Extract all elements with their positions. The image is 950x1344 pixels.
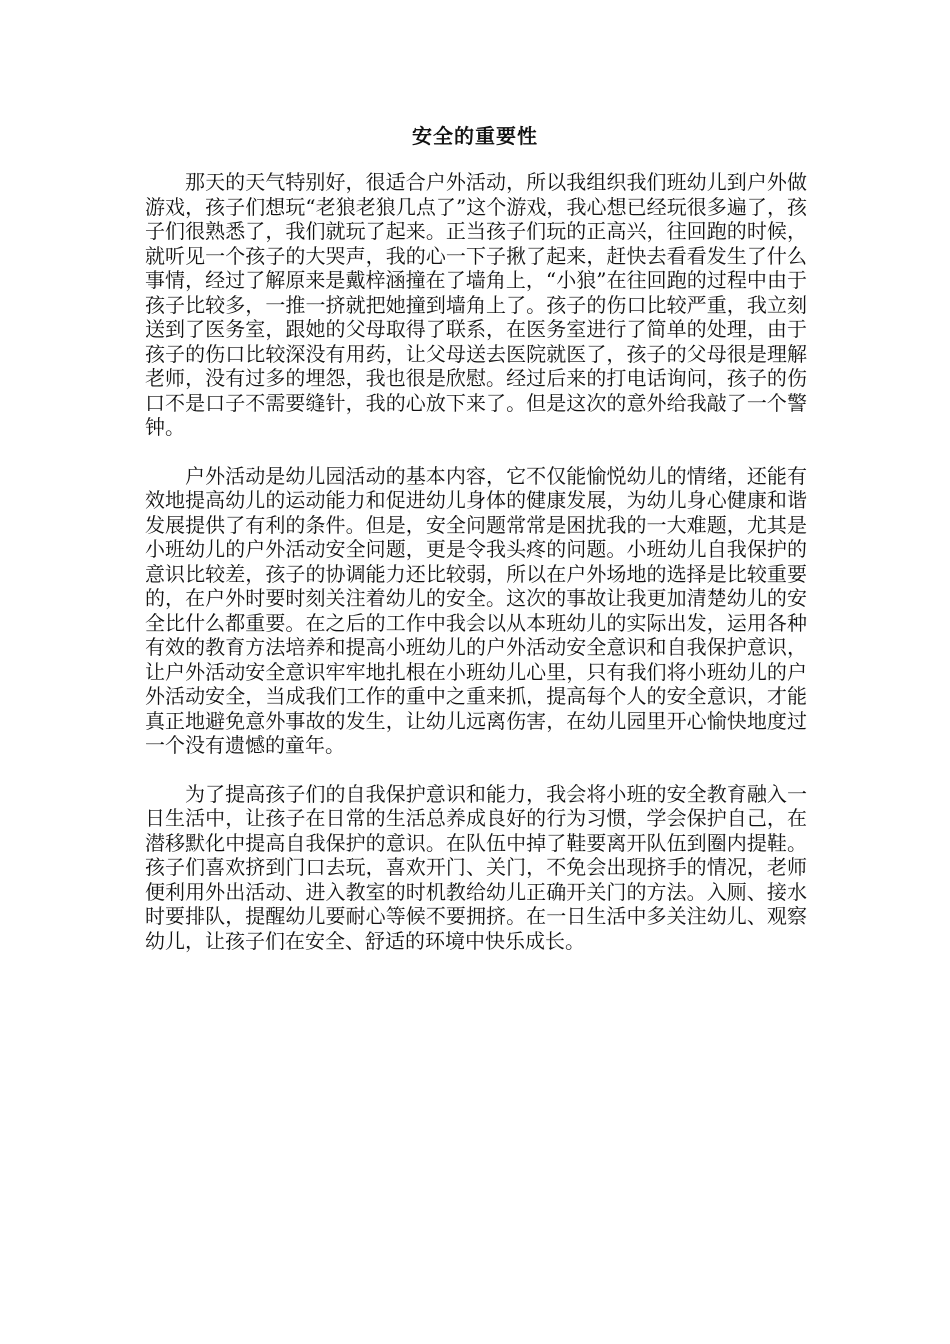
paragraph-2: 户外活动是幼儿园活动的基本内容，它不仅能愉悦幼儿的情绪，还能有效地提高幼儿的运动能力和促进幼儿身体的健康发展，为幼儿身心健康和谐发展提供了有利的条件。但是，安全问题常常是困扰我的一大难题，尤其是小班幼儿的户外活动安全问题，更是令我头疼的问题。小班幼儿自我保护的意识比较差，孩子的协调能力还比较弱，所以在户外场地的选择是比较重要的，在户外时要时刻关注着幼儿的安全。这次的事故让我更加清楚幼儿的安全比什么都重要。在之后的工作中我会以从本班幼儿的实际出发，运用各种有效的教育方法培养和提高小班幼儿的户外活动安全意识和自我保护意识，让户外活动安全意识牢牢地扎根在小班幼儿心里，只有我们将小班幼儿的户外活动安全，当成我们工作的重中之重来抓，提高每个人的安全意识，才能真正地避免意外事故的发生，让幼儿远离伤害，在幼儿园里开心愉快地度过一个没有遗憾的童年。 xyxy=(145,463,807,757)
document-body xyxy=(145,170,807,977)
paragraph-3: 为了提高孩子们的自我保护意识和能力，我会将小班的安全教育融入一日生活中，让孩子在日常的生活总养成良好的行为习惯，学会保护自己，在潜移默化中提高自我保护的意识。在队伍中掉了鞋要离开队伍到圈内提鞋。孩子们喜欢挤到门口去玩，喜欢开门、关门，不免会出现挤手的情况，老师便利用外出活动、进入教室的时机教给幼儿正确开关门的方法。入厕、接水时要排队，提醒幼儿要耐心等候不要拥挤。在一日生活中多关注幼儿、观察幼儿，让孩子们在安全、舒适的环境中快乐成长。 xyxy=(145,781,807,953)
paragraph-1: 那天的天气特别好，很适合户外活动，所以我组织我们班幼儿到户外做游戏，孩子们想玩“老狼老狼几点了”这个游戏，我心想已经玩很多遍了，孩子们很熟悉了，我们就玩了起来。正当孩子们玩的正高兴，往回跑的时候，就听见一个孩子的大哭声，我的心一下子揪了起来，赶快去看看发生了什么事情，经过了解原来是戴梓涵撞在了墙角上，“小狼”在往回跑的过程中由于孩子比较多，一推一挤就把她撞到墙角上了。孩子的伤口比较严重，我立刻送到了医务室，跟她的父母取得了联系，在医务室进行了简单的处理，由于孩子的伤口比较深没有用药，让父母送去医院就医了，孩子的父母很是理解老师，没有过多的埋怨，我也很是欣慰。经过后来的打电话询问，孩子的伤口不是口子不需要缝针，我的心放下来了。但是这次的意外给我敲了一个警钟。 xyxy=(145,170,807,439)
document-title: 安全的重要性 xyxy=(412,124,538,148)
